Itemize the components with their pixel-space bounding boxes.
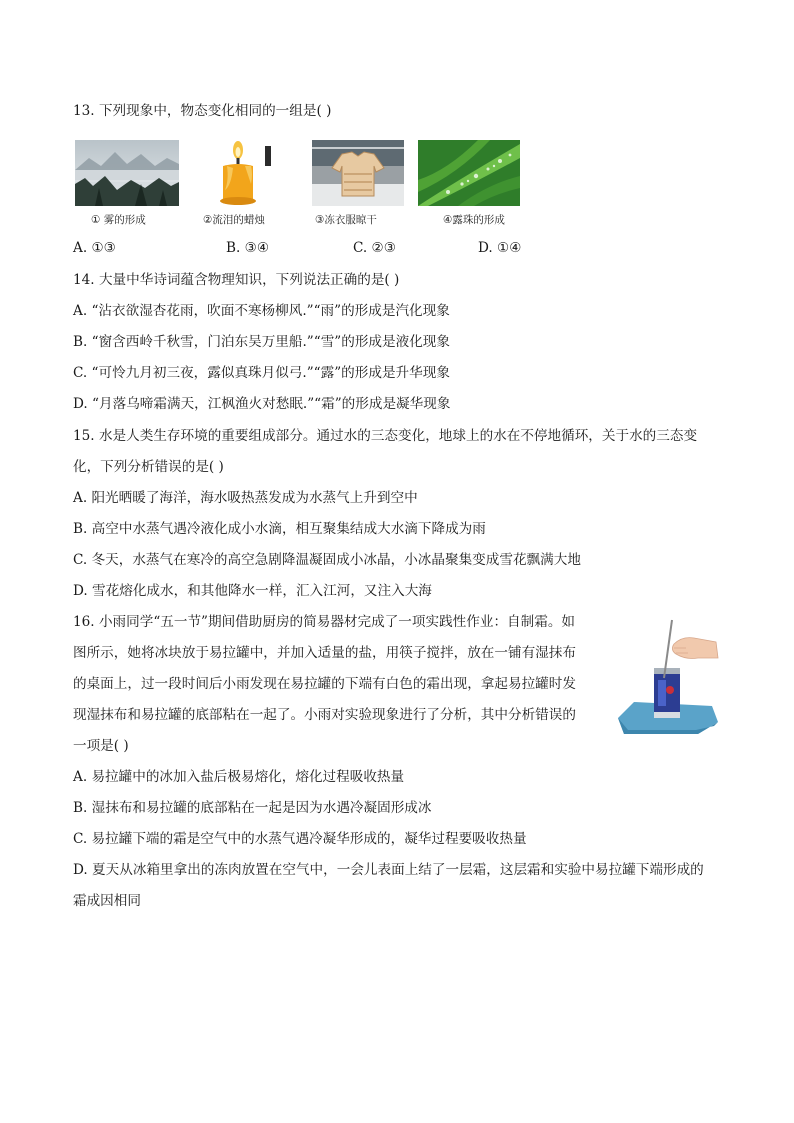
q16-stem-line3: 的桌面上，过一段时间后小雨发现在易拉罐的下端有白色的霜出现，拿起易拉罐时发 — [73, 676, 576, 692]
q14-option-d[interactable]: D. “月落乌啼霜满天，江枫渔火对愁眠.”“霜”的形成是凝华现象 — [73, 396, 451, 412]
q13-option-c[interactable]: C. ②③ — [353, 240, 396, 256]
q15-option-d[interactable]: D. 雪花熔化成水，和其他降水一样，汇入江河，又注入大海 — [73, 583, 432, 599]
q13-option-a[interactable]: A. ①③ — [73, 240, 116, 256]
candle-image — [205, 140, 271, 206]
q16-option-a[interactable]: A. 易拉罐中的冰加入盐后极易熔化，熔化过程吸收热量 — [73, 769, 405, 785]
sweater-caption: ③冻衣服晾干 — [315, 214, 377, 226]
q16-stem-line5: 一项是( ) — [73, 738, 129, 754]
q15-option-c[interactable]: C. 冬天，水蒸气在寒冷的高空急剧降温凝固成小冰晶，小冰晶聚集变成雪花飘满大地 — [73, 552, 581, 568]
q13-options — [73, 240, 593, 260]
q16-option-d-line1[interactable]: D. 夏天从冰箱里拿出的冻肉放置在空气中，一会儿表面上结了一层霜，这层霜和实验中易拉罐下端形成的 — [73, 862, 704, 878]
q14-option-a[interactable]: A. “沾衣欲湿杏花雨，吹面不寒杨柳风.”“雨”的形成是汽化现象 — [73, 303, 450, 319]
q14-option-b[interactable]: B. “窗含西岭千秋雪，门泊东吴万里船.”“雪”的形成是液化现象 — [73, 334, 450, 350]
dew-leaf-image — [418, 140, 520, 206]
frozen-sweater-image — [312, 140, 404, 206]
dew-caption: ④露珠的形成 — [443, 214, 505, 226]
can-experiment-image — [614, 618, 720, 736]
q13-stem: 13. 下列现象中，物态变化相同的一组是( ) — [73, 103, 332, 119]
fog-mountain-image — [75, 140, 179, 206]
candle-caption: ②流泪的蜡烛 — [203, 214, 265, 226]
q15-option-a[interactable]: A. 阳光晒暖了海洋，海水吸热蒸发成为水蒸气上升到空中 — [73, 490, 418, 506]
q16-stem-line1: 16. 小雨同学“五一节”期间借助厨房的简易器材完成了一项实践性作业：自制霜。如 — [73, 614, 576, 630]
fog-caption: ① 雾的形成 — [91, 214, 146, 226]
q13-option-b[interactable]: B. ③④ — [226, 240, 270, 256]
q16-stem-line4: 现湿抹布和易拉罐的底部粘在一起了。小雨对实验现象进行了分析，其中分析错误的 — [73, 707, 576, 723]
q13-option-d[interactable]: D. ①④ — [478, 240, 522, 256]
q16-stem-line2: 图所示，她将冰块放于易拉罐中，并加入适量的盐，用筷子搅拌，放在一铺有湿抹布 — [73, 645, 576, 661]
q16-option-b[interactable]: B. 湿抹布和易拉罐的底部粘在一起是因为水遇冷凝固形成冰 — [73, 800, 432, 816]
q15-option-b[interactable]: B. 高空中水蒸气遇冷液化成小水滴，相互聚集结成大水滴下降成为雨 — [73, 521, 486, 537]
q16-option-d-line2[interactable]: 霜成因相同 — [73, 893, 141, 909]
q16-option-c[interactable]: C. 易拉罐下端的霜是空气中的水蒸气遇冷凝华形成的，凝华过程要吸收热量 — [73, 831, 527, 847]
q14-stem: 14. 大量中华诗词蕴含物理知识，下列说法正确的是( ) — [73, 272, 400, 288]
q14-option-c[interactable]: C. “可怜九月初三夜，露似真珠月似弓.”“露”的形成是升华现象 — [73, 365, 450, 381]
q15-stem-line2: 化，下列分析错误的是( ) — [73, 459, 224, 475]
q15-stem-line1: 15. 水是人类生存环境的重要组成部分。通过水的三态变化，地球上的水在不停地循环，关于水的三态变 — [73, 428, 698, 444]
